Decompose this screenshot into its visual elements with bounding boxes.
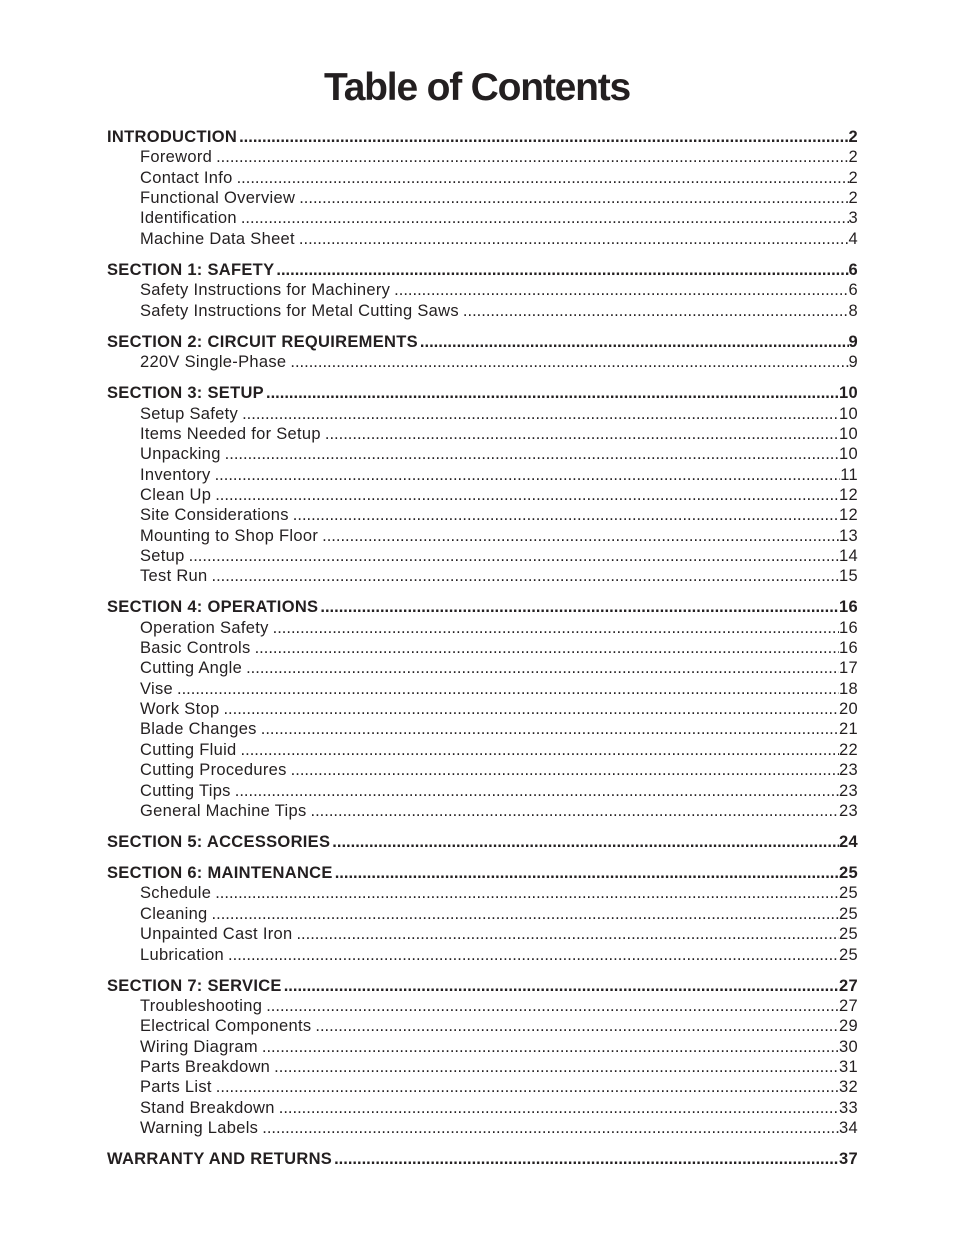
toc-page-number: 12	[839, 506, 858, 525]
toc-page-number: 14	[839, 546, 858, 565]
toc-entry-label: Parts Breakdown	[140, 1058, 271, 1077]
toc-page-number: 16	[839, 598, 858, 617]
toc-entry	[107, 168, 858, 188]
toc-page-number: 2	[848, 148, 858, 167]
dot-leader	[211, 883, 839, 903]
toc-page-number: 33	[839, 1098, 858, 1117]
toc-entry	[107, 658, 858, 678]
toc-entry	[107, 505, 858, 525]
toc-entry	[107, 945, 858, 965]
toc-entry	[107, 352, 858, 372]
toc-entry-label: Parts List	[140, 1078, 212, 1097]
toc-entry	[107, 904, 858, 924]
dot-leader	[333, 863, 839, 883]
toc-entry	[107, 444, 858, 464]
dot-leader	[237, 740, 840, 760]
toc-entry-label: Items Needed for Setup	[140, 424, 321, 443]
toc-page-number: 10	[839, 424, 858, 443]
toc-section-title: SECTION 6: MAINTENANCE	[107, 864, 333, 883]
toc-page-number: 27	[839, 976, 858, 995]
toc-entry	[107, 924, 858, 944]
dot-leader	[212, 1077, 839, 1097]
dot-leader	[390, 280, 848, 300]
table-of-contents	[107, 127, 858, 1170]
toc-entry	[107, 1057, 858, 1077]
toc-entry-label: Identification	[140, 209, 237, 228]
toc-page-number: 30	[839, 1037, 858, 1056]
toc-entry-label: Cutting Angle	[140, 659, 243, 678]
dot-leader	[219, 699, 839, 719]
toc-entry-label: Troubleshooting	[140, 996, 263, 1015]
toc-entry-label: Unpainted Cast Iron	[140, 925, 293, 944]
toc-section-heading	[107, 832, 858, 852]
toc-section-title: INTRODUCTION	[107, 128, 238, 146]
toc-entry-label: Blade Changes	[140, 720, 257, 739]
dot-leader	[173, 679, 839, 699]
toc-entry	[107, 424, 858, 444]
toc-entry-label: Electrical Components	[140, 1017, 312, 1036]
toc-entry-label: Setup Safety	[140, 404, 239, 423]
toc-page-number: 25	[839, 945, 858, 964]
toc-section-title: SECTION 4: OPERATIONS	[107, 598, 319, 617]
toc-section-heading	[107, 332, 858, 352]
toc-entry	[107, 1037, 858, 1057]
toc-entry	[107, 679, 858, 699]
toc-entry-label: Lubrication	[140, 945, 225, 964]
toc-entry	[107, 996, 858, 1016]
dot-leader	[208, 566, 840, 586]
toc-entry-label: Cutting Tips	[140, 781, 231, 800]
toc-entry	[107, 404, 858, 424]
toc-entry-label: Vise	[140, 679, 173, 698]
dot-leader	[233, 168, 849, 188]
toc-entry-label: Wiring Diagram	[140, 1037, 258, 1056]
toc-page-number: 23	[839, 761, 858, 780]
toc-entry	[107, 699, 858, 719]
toc-entry-label: Stand Breakdown	[140, 1098, 275, 1117]
dot-leader	[295, 229, 849, 249]
toc-entry	[107, 1016, 858, 1036]
dot-leader	[311, 1016, 839, 1036]
dot-leader	[269, 618, 839, 638]
toc-entry	[107, 301, 858, 321]
dot-leader	[211, 485, 839, 505]
toc-entry	[107, 566, 858, 586]
dot-leader	[251, 638, 839, 658]
toc-section-title: SECTION 1: SAFETY	[107, 260, 275, 279]
toc-entry	[107, 638, 858, 658]
toc-page-number: 2	[848, 168, 858, 187]
toc-page-number: 3	[848, 209, 858, 228]
toc-entry	[107, 229, 858, 249]
toc-page-number: 32	[839, 1078, 858, 1097]
toc-entry	[107, 883, 858, 903]
toc-section-heading	[107, 976, 858, 996]
dot-leader	[275, 1098, 839, 1118]
toc-entry	[107, 760, 858, 780]
toc-page-number: 2	[848, 189, 858, 208]
toc-entry	[107, 485, 858, 505]
dot-leader	[282, 976, 839, 996]
dot-leader	[418, 332, 849, 352]
toc-section-title: SECTION 2: CIRCUIT REQUIREMENTS	[107, 332, 418, 351]
toc-section-title: SECTION 5: ACCESSORIES	[107, 832, 331, 851]
dot-leader	[292, 924, 839, 944]
toc-page-number: 16	[839, 639, 858, 658]
toc-section	[107, 260, 858, 321]
toc-entry-label: Clean Up	[140, 485, 212, 504]
toc-entry-label: Basic Controls	[140, 639, 251, 658]
toc-entry-label: Site Considerations	[140, 506, 289, 525]
dot-leader	[330, 832, 839, 852]
toc-section	[107, 976, 858, 1139]
toc-entry	[107, 618, 858, 638]
toc-page-number: 29	[839, 1017, 858, 1036]
toc-page-number: 17	[839, 659, 858, 678]
toc-entry-label: Foreword	[140, 148, 213, 167]
toc-section-title: SECTION 7: SERVICE	[107, 976, 282, 995]
toc-page-number: 11	[840, 465, 858, 484]
toc-page-number: 12	[839, 485, 858, 504]
toc-entry-label: Mounting to Shop Floor	[140, 526, 319, 545]
toc-entry-label: Schedule	[140, 884, 212, 903]
toc-entry	[107, 801, 858, 821]
dot-leader	[224, 945, 839, 965]
toc-section-heading	[107, 863, 858, 883]
toc-entry	[107, 465, 858, 485]
toc-entry	[107, 1098, 858, 1118]
dot-leader	[231, 781, 839, 801]
dot-leader	[211, 465, 841, 485]
toc-section	[107, 383, 858, 586]
toc-entry-label: 220V Single-Phase	[140, 353, 287, 372]
toc-entry-label: Warning Labels	[140, 1119, 259, 1138]
dot-leader	[258, 1037, 839, 1057]
toc-page-number: 2	[848, 128, 858, 146]
toc-page-number: 8	[848, 301, 858, 320]
toc-entry	[107, 188, 858, 208]
toc-page-number: 27	[839, 996, 858, 1015]
dot-leader	[274, 260, 848, 280]
dot-leader	[257, 719, 839, 739]
toc-section	[107, 832, 858, 852]
toc-entry-label: Contact Info	[140, 168, 233, 187]
dot-leader	[307, 801, 840, 821]
toc-section-heading	[107, 383, 858, 403]
toc-section-title: SECTION 3: SETUP	[107, 384, 264, 403]
toc-section	[107, 1149, 858, 1169]
dot-leader	[287, 760, 839, 780]
dot-leader	[242, 658, 839, 678]
toc-entry-label: Functional Overview	[140, 189, 296, 208]
toc-page-number: 4	[848, 229, 858, 248]
dot-leader	[237, 208, 849, 228]
toc-entry	[107, 546, 858, 566]
dot-leader	[208, 904, 840, 924]
toc-page-number: 37	[839, 1150, 858, 1169]
dot-leader	[286, 352, 848, 372]
toc-page-number: 10	[839, 384, 858, 403]
toc-page-number: 9	[848, 353, 858, 372]
toc-page-number: 24	[839, 832, 858, 851]
toc-section-heading	[107, 127, 858, 147]
toc-page-number: 31	[839, 1058, 858, 1077]
toc-section	[107, 597, 858, 821]
toc-page-number: 34	[839, 1119, 858, 1138]
toc-page-number: 10	[839, 445, 858, 464]
toc-entry-label: Inventory	[140, 465, 211, 484]
toc-entry-label: Work Stop	[140, 700, 220, 719]
toc-entry-label: Safety Instructions for Metal Cutting Saws	[140, 301, 459, 320]
dot-leader	[295, 188, 848, 208]
toc-entry-label: Test Run	[140, 567, 208, 586]
toc-section-heading	[107, 1149, 858, 1169]
toc-page-number: 9	[848, 332, 858, 351]
toc-section-heading	[107, 260, 858, 280]
toc-entry-label: Safety Instructions for Machinery	[140, 281, 391, 300]
dot-leader	[262, 996, 839, 1016]
toc-page-number: 6	[848, 260, 858, 279]
dot-leader	[332, 1149, 839, 1169]
toc-page-number: 20	[839, 700, 858, 719]
toc-section	[107, 332, 858, 373]
toc-page-number: 25	[839, 884, 858, 903]
toc-entry	[107, 208, 858, 228]
toc-page-number: 10	[839, 404, 858, 423]
toc-entry-label: Unpacking	[140, 445, 221, 464]
toc-entry	[107, 740, 858, 760]
toc-page-number: 23	[839, 801, 858, 820]
toc-entry	[107, 1118, 858, 1138]
toc-entry-label: Cutting Fluid	[140, 740, 237, 759]
dot-leader	[270, 1057, 839, 1077]
dot-leader	[212, 147, 848, 167]
toc-entry-label: General Machine Tips	[140, 801, 307, 820]
toc-page-number: 13	[839, 526, 858, 545]
toc-entry-label: Setup	[140, 546, 185, 565]
toc-section	[107, 863, 858, 965]
dot-leader	[318, 597, 839, 617]
dot-leader	[289, 505, 839, 525]
toc-entry-label: Operation Safety	[140, 618, 269, 637]
toc-section	[107, 127, 858, 249]
toc-entry	[107, 280, 858, 300]
toc-page-number: 21	[839, 720, 858, 739]
dot-leader	[264, 383, 839, 403]
dot-leader	[459, 301, 849, 321]
toc-page-number: 22	[839, 740, 858, 759]
toc-entry	[107, 1077, 858, 1097]
dot-leader	[258, 1118, 839, 1138]
page-title: Table of Contents	[323, 66, 631, 109]
dot-leader	[185, 546, 839, 566]
toc-entry-label: Machine Data Sheet	[140, 229, 295, 248]
toc-page-number: 16	[839, 618, 858, 637]
toc-page-number: 18	[839, 679, 858, 698]
toc-section-heading	[107, 597, 858, 617]
toc-entry	[107, 719, 858, 739]
toc-entry-label: Cleaning	[140, 904, 208, 923]
toc-page-number: 6	[848, 281, 858, 300]
dot-leader	[321, 424, 839, 444]
toc-entry	[107, 781, 858, 801]
toc-entry	[107, 526, 858, 546]
toc-page-number: 23	[839, 781, 858, 800]
dot-leader	[221, 444, 839, 464]
dot-leader	[237, 127, 848, 147]
dot-leader	[318, 526, 839, 546]
dot-leader	[238, 404, 839, 424]
toc-entry-label: Cutting Procedures	[140, 761, 287, 780]
toc-page-number: 25	[839, 904, 858, 923]
toc-section-title: WARRANTY AND RETURNS	[107, 1150, 333, 1169]
toc-page-number: 25	[839, 925, 858, 944]
toc-entry	[107, 147, 858, 167]
toc-page-number: 15	[839, 567, 858, 586]
toc-page-number: 25	[839, 864, 858, 883]
